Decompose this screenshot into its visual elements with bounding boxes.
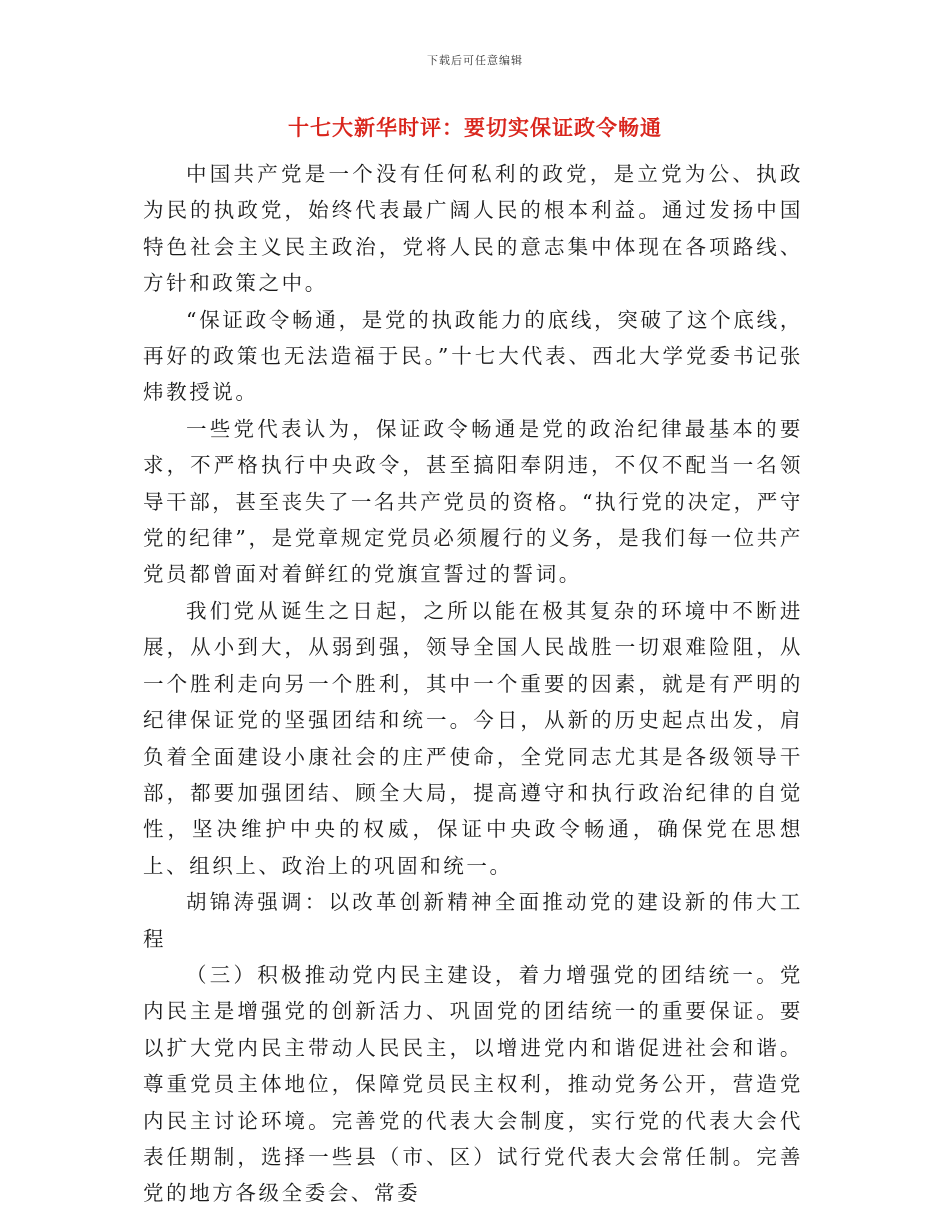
document-body: [143, 156, 803, 1212]
document-title: 十七大新华时评：要切实保证政令畅通: [288, 115, 662, 140]
paragraph: （三）积极推动党内民主建设，着力增强党的团结统一。党内民主是增强党的创新活力、巩固党的团结统一的重要保证。要以扩大党内民主带动人民民主，以增进党内和谐促进社会和谐。尊重党员主体地位，保障党员民主权利，推动党务公开，营造党内民主讨论环境。完善党的代表大会制度，实行党的代表大会代表任期制，选择一些县（市、区）试行党代表大会常任制。完善党的地方各级全委会、常委: [143, 962, 803, 1206]
paragraph: “保证政令畅通，是党的执政能力的底线，突破了这个底线，再好的政策也无法造福于民。”十七大代表、西北大学党委书记张炜教授说。: [143, 307, 803, 405]
paragraph: 一些党代表认为，保证政令畅通是党的政治纪律最基本的要求，不严格执行中央政令，甚至搞阳奉阴违，不仅不配当一名领导干部，甚至丧失了一名共产党员的资格。“执行党的决定，严守党的纪律”，是党章规定党员必须履行的义务，是我们每一位共产党员都曾面对着鲜红的党旗宣誓过的誓词。: [143, 416, 803, 587]
paragraph: 我们党从诞生之日起，之所以能在极其复杂的环境中不断进展，从小到大，从弱到强，领导全国人民战胜一切艰难险阻，从一个胜利走向另一个胜利，其中一个重要的因素，就是有严明的纪律保证党的坚强团结和统一。今日，从新的历史起点出发，肩负着全面建设小康社会的庄严使命，全党同志尤其是各级领导干部，都要加强团结、顾全大局，提高遵守和执行政治纪律的自觉性，坚决维护中央的权威，保证中央政令畅通，确保党在思想上、组织上、政治上的巩固和统一。: [143, 598, 803, 878]
paragraph: 胡锦涛强调：以改革创新精神全面推动党的建设新的伟大工程: [143, 890, 803, 951]
paragraph: 中国共产党是一个没有任何私利的政党，是立党为公、执政为民的执政党，始终代表最广阔人民的根本利益。通过发扬中国特色社会主义民主政治，党将人民的意志集中体现在各项路线、方针和政策之中。: [143, 162, 803, 296]
header-note: 下载后可任意编辑: [427, 54, 523, 67]
